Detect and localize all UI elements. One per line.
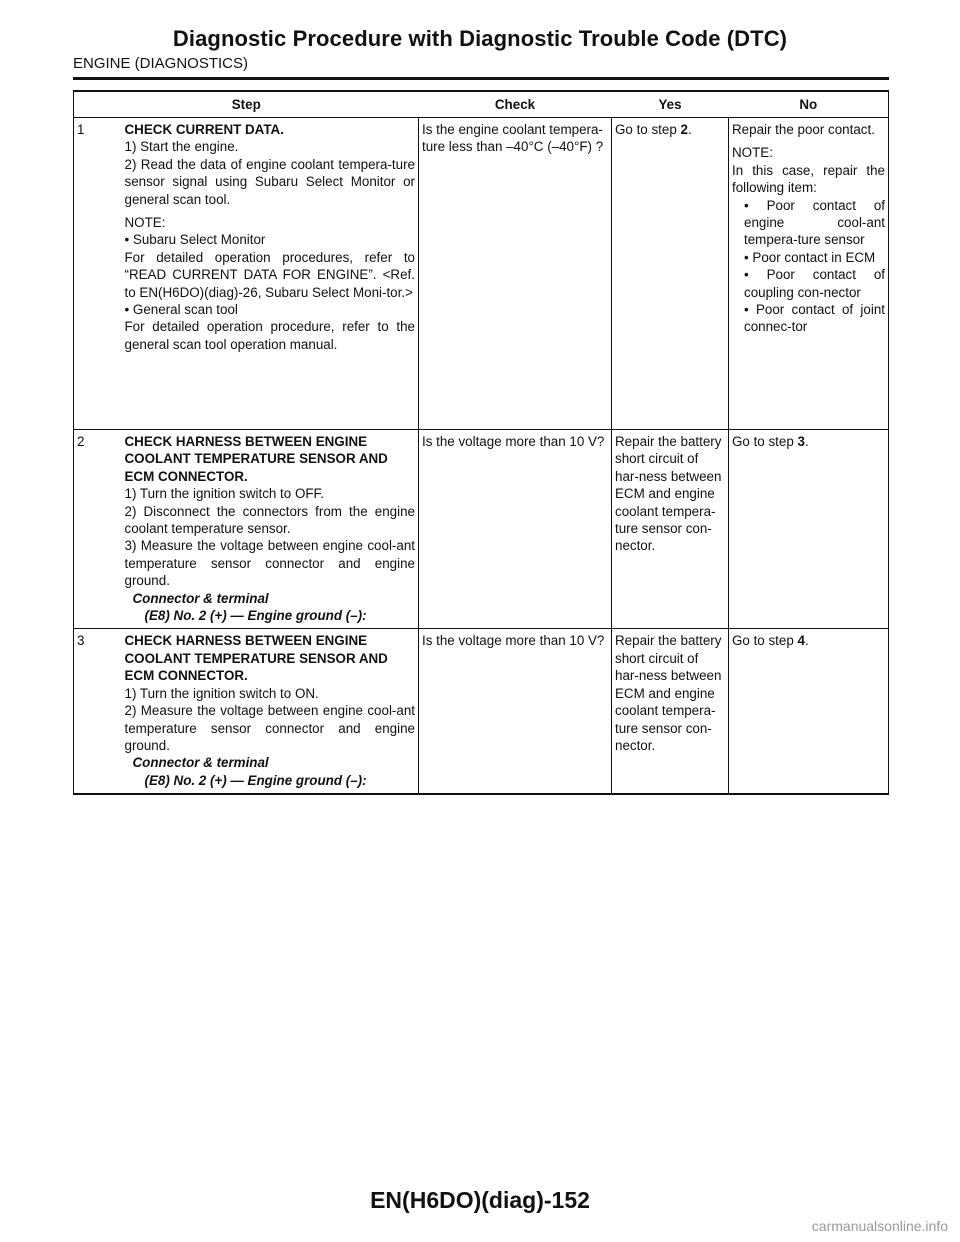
step-title: CHECK HARNESS BETWEEN ENGINE COOLANT TEMPERATURE SENSOR AND ECM CONNECTOR. <box>124 434 388 484</box>
yes-cell: Go to step 2. <box>612 118 729 430</box>
yes-cell: Repair the battery short circuit of har-ness between ECM and engine coolant tempera-ture sensor con-nector. <box>612 629 729 794</box>
no-text: Repair the poor contact. <box>732 122 875 137</box>
connector-label: Connector & terminal <box>132 755 269 771</box>
table-row <box>74 430 889 629</box>
yes-cell: Repair the battery short circuit of har-ness between ECM and engine coolant tempera-ture sensor con-nector. <box>612 430 729 629</box>
step-instruction: 2) Disconnect the connectors from the engine coolant temperature sensor. <box>124 503 415 537</box>
no-bullet: • Poor contact in ECM <box>744 249 876 265</box>
no-cell <box>729 118 889 430</box>
step-title: CHECK HARNESS BETWEEN ENGINE COOLANT TEMPERATURE SENSOR AND ECM CONNECTOR. <box>124 633 388 684</box>
step-instruction: 2) Measure the voltage between engine cool-ant temperature sensor connector and engine ground. <box>124 703 415 753</box>
header-rule <box>73 77 889 80</box>
table-header-row <box>74 91 889 118</box>
table-row <box>74 118 889 430</box>
yes-step-link[interactable]: 2 <box>680 122 688 137</box>
no-text: Go to step <box>732 633 798 649</box>
step-instruction: 2) Read the data of engine coolant tempera-ture sensor signal using Subaru Select Monitor or general scan tool. <box>124 156 415 207</box>
page-number: EN(H6DO)(diag)-152 <box>370 1187 590 1213</box>
connector-terminal: (E8) No. 2 (+) — Engine ground (–): <box>144 772 367 788</box>
step-instruction: 1) Start the engine. <box>124 139 239 155</box>
no-step-link[interactable]: 3 <box>797 434 805 449</box>
check-cell: Is the voltage more than 10 V? <box>419 430 612 629</box>
step-instruction: 3) Measure the voltage between engine cool-ant temperature sensor connector and engine ground. <box>124 538 415 589</box>
column-header-step: Step <box>74 91 419 118</box>
column-header-check: Check <box>419 91 612 118</box>
step-instruction: 1) Turn the ignition switch to OFF. <box>124 486 324 502</box>
step-number: 1 <box>74 118 122 430</box>
step-description <box>122 118 419 430</box>
connector-terminal: (E8) No. 2 (+) — Engine ground (–): <box>144 608 367 624</box>
check-cell: Is the engine coolant tempera-ture less than –40°C (–40°F) ? <box>419 118 612 430</box>
no-note-text: In this case, repair the following item: <box>732 162 885 196</box>
diagnostic-procedure-table <box>73 90 889 795</box>
yes-text: Go to step <box>615 122 681 137</box>
no-step-link[interactable]: 4 <box>797 633 805 649</box>
page-title: Diagnostic Procedure with Diagnostic Trouble Code (DTC) <box>172 26 788 51</box>
no-cell: Go to step 4. <box>729 629 889 794</box>
step-number: 3 <box>74 629 122 794</box>
no-note-label: NOTE: <box>732 145 773 161</box>
table-row <box>74 629 889 794</box>
no-bullet: • Poor contact of joint connec-tor <box>744 302 885 335</box>
step-description <box>122 430 419 629</box>
note-line: For detailed operation procedures, refer to “READ CURRENT DATA FOR ENGINE”. <Ref. to EN(H6DO)(diag)-26, Subaru Select Moni-tor.> <box>124 249 415 300</box>
note-label: NOTE: <box>124 215 166 231</box>
note-line: • Subaru Select Monitor <box>124 232 266 248</box>
section-title: ENGINE (DIAGNOSTICS) <box>73 55 249 72</box>
connector-label: Connector & terminal <box>132 590 269 606</box>
no-cell: Go to step 3. <box>729 430 889 629</box>
no-bullet: • Poor contact of coupling con-nector <box>744 267 885 300</box>
step-description <box>122 629 419 794</box>
step-number: 2 <box>74 430 122 629</box>
no-bullet: • Poor contact of engine cool-ant tempera-ture sensor <box>744 197 885 248</box>
no-text: Go to step <box>732 434 798 449</box>
watermark: carmanualsonline.info <box>811 1218 948 1234</box>
step-instruction: 1) Turn the ignition switch to ON. <box>124 685 319 701</box>
column-header-yes: Yes <box>612 91 729 118</box>
note-line: For detailed operation procedure, refer to the general scan tool operation manual. <box>124 319 415 352</box>
step-title: CHECK CURRENT DATA. <box>124 122 284 137</box>
column-header-no: No <box>729 91 889 118</box>
check-cell: Is the voltage more than 10 V? <box>419 629 612 794</box>
note-line: • General scan tool <box>124 302 238 318</box>
